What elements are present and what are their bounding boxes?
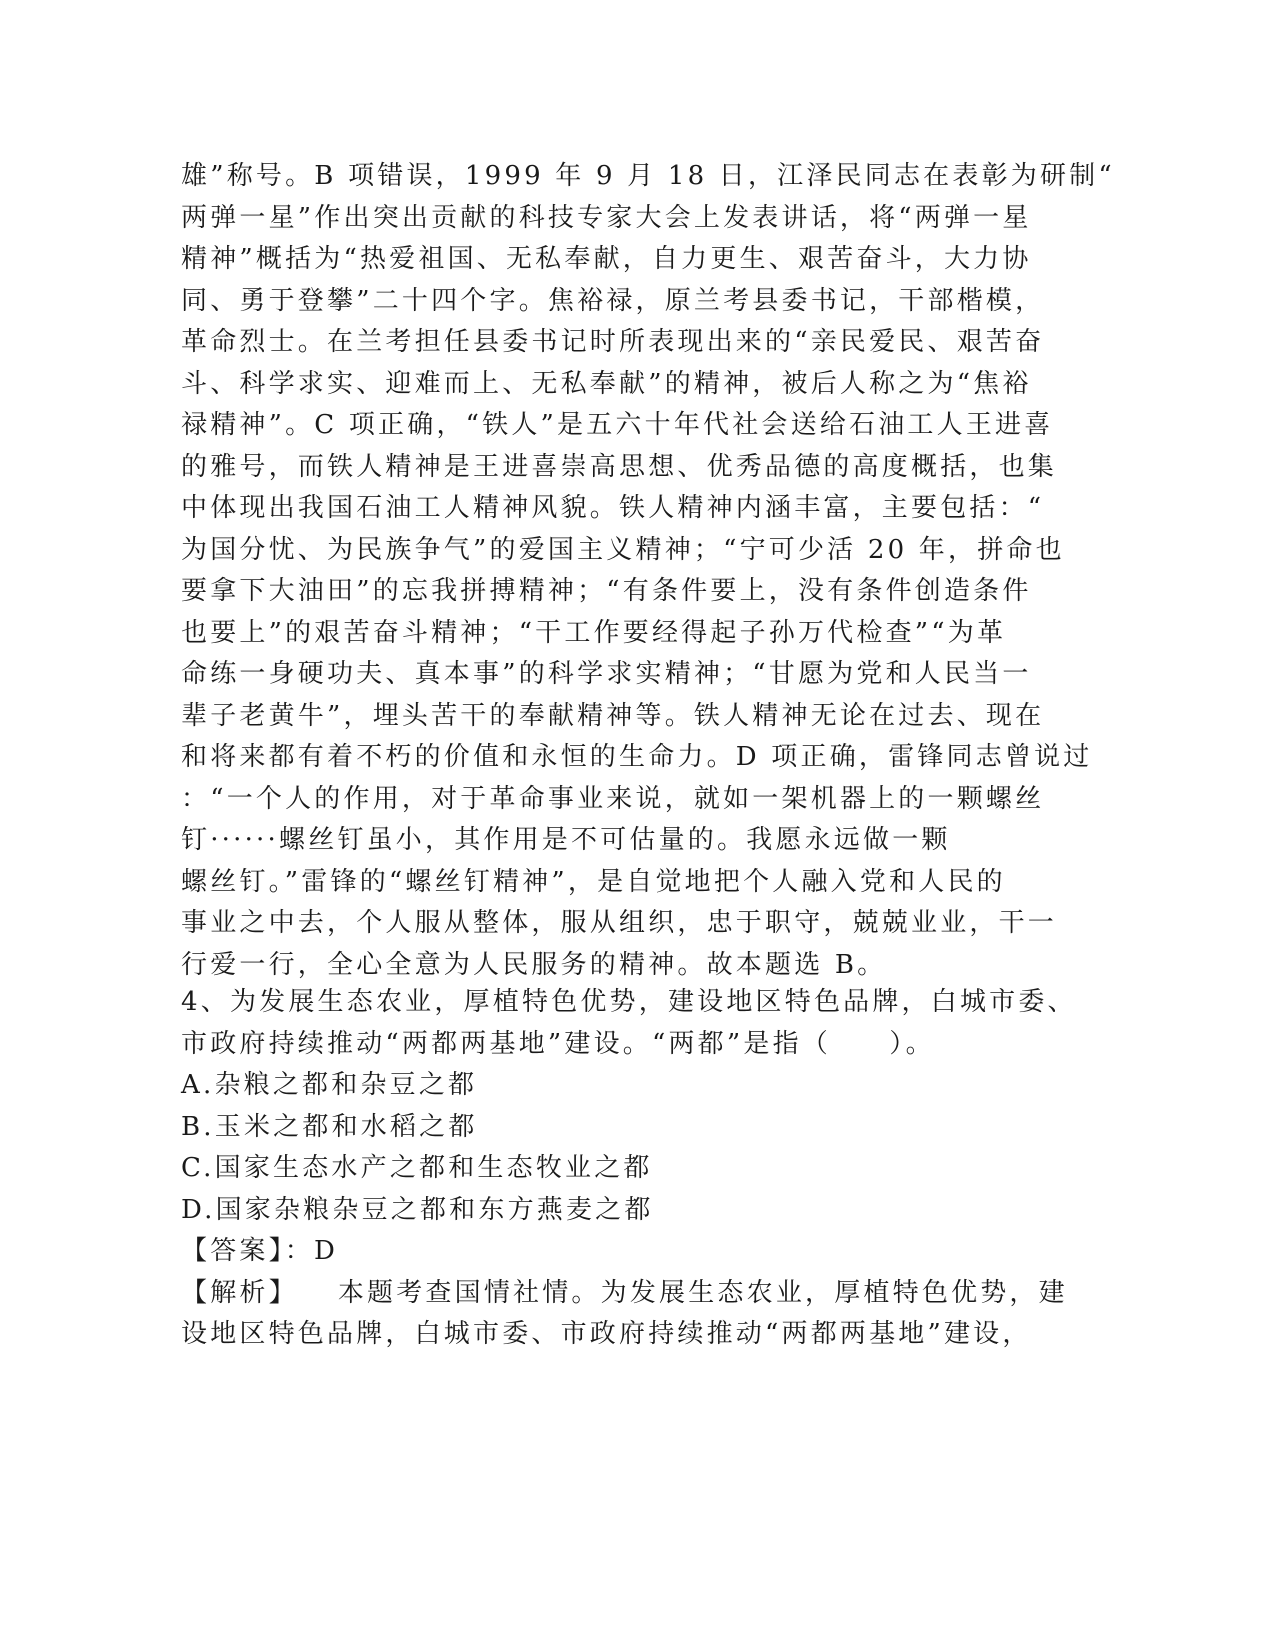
analysis-label: 【解析】 [181,1277,298,1308]
text-line: 为国分忧、为民族争气”的爱国主义精神；“宁可少活 20 年，拼命也 [181,534,1065,565]
text-line: 革命烈士。在兰考担任县委书记时所表现出来的“亲民爱民、艰苦奋 [181,327,1045,357]
previous-explanation [181,156,1115,986]
text-line: 两弹一星”作出突出贡献的科技专家大会上发表讲话，将“两弹一星 [181,202,1032,233]
text-line: 螺丝钉。”雷锋的“螺丝钉精神”，是自觉地把个人融入党和人民的 [181,866,1006,897]
question-stem-line: 市政府持续推动“两都两基地”建设。“两都”是指（ ）。 [181,1028,935,1059]
text-line: 中体现出我国石油工人精神风貌。铁人精神内涵丰富，主要包括：“ [181,493,1045,523]
question-stem-line: 4、为发展生态农业，厚植特色优势，建设地区特色品牌，白城市委、 [181,987,1077,1017]
text-line: 和将来都有着不朽的价值和永恒的生命力。D 项正确，雷锋同志曾说过 [181,742,1093,772]
option-a: A.杂粮之都和杂豆之都 [181,1070,478,1100]
text-line: 同、勇于登攀”二十四个字。焦裕禄，原兰考县委书记，干部楷模， [181,285,1045,316]
answer-value: D [314,1236,339,1266]
question-4 [181,982,1077,1356]
text-line: 命练一身硬功夫、真本事”的科学求实精神；“甘愿为党和人民当一 [181,659,1032,689]
text-line: 行爱一行，全心全意为人民服务的精神。故本题选 B。 [181,949,887,980]
text-line: 斗、科学求实、迎难而上、无私奉献”的精神，被后人称之为“焦裕 [181,368,1032,399]
text-line: 精神”概括为“热爱祖国、无私奉献，自力更生、艰苦奋斗，大力协 [181,244,1032,274]
text-line: 禄精神”。C 项正确，“铁人”是五六十年代社会送给石油工人王进喜 [181,410,1054,440]
answer-line [181,1231,1061,1273]
option-b: B.玉米之都和水稻之都 [181,1111,478,1142]
option-d: D.国家杂粮杂豆之都和东方燕麦之都 [181,1194,654,1225]
analysis-text: 本题考查国情社情。为发展生态农业，厚植特色优势，建 [337,1277,1068,1308]
analysis-line-continued: 设地区特色品牌，白城市委、市政府持续推动“两都两基地”建设， [181,1319,1032,1349]
text-line: 事业之中去，个人服从整体，服从组织，忠于职守，兢兢业业，干一 [181,908,1058,938]
text-line: 要拿下大油田”的忘我拼搏精神；“有条件要上，没有条件创造条件 [181,576,1032,606]
text-line: 钉······螺丝钉虽小，其作用是不可估量的。我愿永远做一颗 [181,825,951,855]
text-line: 辈子老黄牛”，埋头苦干的奉献精神等。铁人精神无论在过去、现在 [181,700,1045,731]
analysis-line [181,1273,1068,1315]
text-line: 雄”称号。B 项错误，1999 年 9 月 18 日，江泽民同志在表彰为研制“ [181,161,1115,191]
text-line: ：“一个人的作用，对于革命事业来说，就如一架机器上的一颗螺丝 [181,783,1045,814]
text-line: 也要上”的艰苦奋斗精神；“干工作要经得起子孙万代检查”“为革 [181,617,1007,648]
option-c: C.国家生态水产之都和生态牧业之都 [181,1153,653,1183]
text-line: 的雅号，而铁人精神是王进喜崇高思想、优秀品德的高度概括，也集 [181,451,1058,482]
answer-label: 【答案】： [181,1236,315,1266]
